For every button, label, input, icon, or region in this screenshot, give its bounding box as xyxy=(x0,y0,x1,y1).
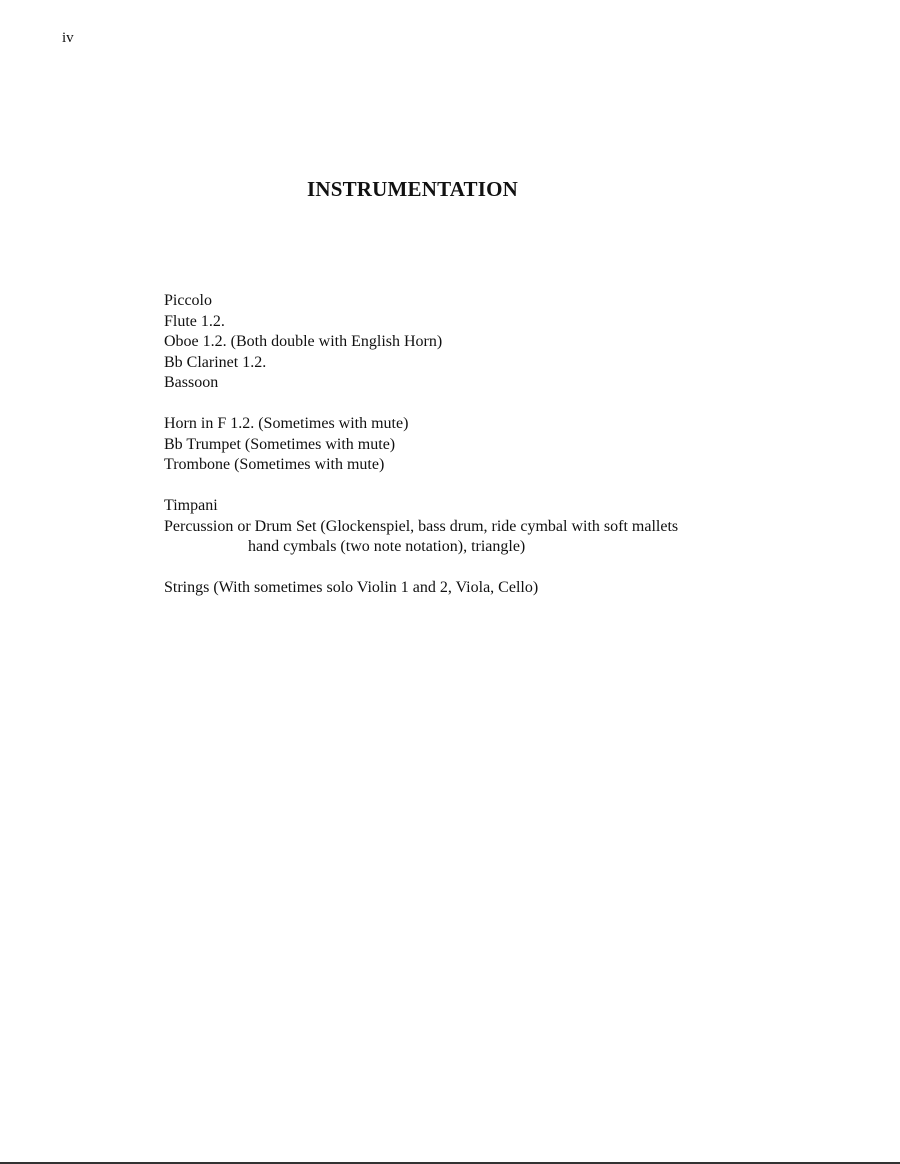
percussion-group xyxy=(164,496,864,558)
page-number: iv xyxy=(62,30,74,46)
brass-group xyxy=(164,414,864,476)
instrument-line: Horn in F 1.2. (Sometimes with mute) xyxy=(164,415,409,432)
instrument-line: Piccolo xyxy=(164,292,212,309)
instrument-list xyxy=(164,291,864,619)
instrument-line: Bassoon xyxy=(164,374,219,391)
instrument-line: Flute 1.2. xyxy=(164,312,225,330)
instrument-line: Bb Clarinet 1.2. xyxy=(164,353,267,371)
instrument-line: Strings (With sometimes solo Violin 1 and 2, Viola, Cello) xyxy=(164,579,539,596)
instrument-line: Timpani xyxy=(164,497,218,514)
strings-group xyxy=(164,578,864,599)
instrument-line-continuation: hand cymbals (two note notation), triangle) xyxy=(248,538,526,555)
instrument-line: Oboe 1.2. (Both double with English Horn) xyxy=(164,333,443,350)
instrument-line: Trombone (Sometimes with mute) xyxy=(164,456,385,473)
page-title: INSTRUMENTATION xyxy=(306,177,519,201)
instrument-line: Bb Trumpet (Sometimes with mute) xyxy=(164,435,396,453)
instrument-line: Percussion or Drum Set (Glockenspiel, bass drum, ride cymbal with soft mallets xyxy=(164,517,679,535)
woodwinds-group xyxy=(164,291,864,394)
